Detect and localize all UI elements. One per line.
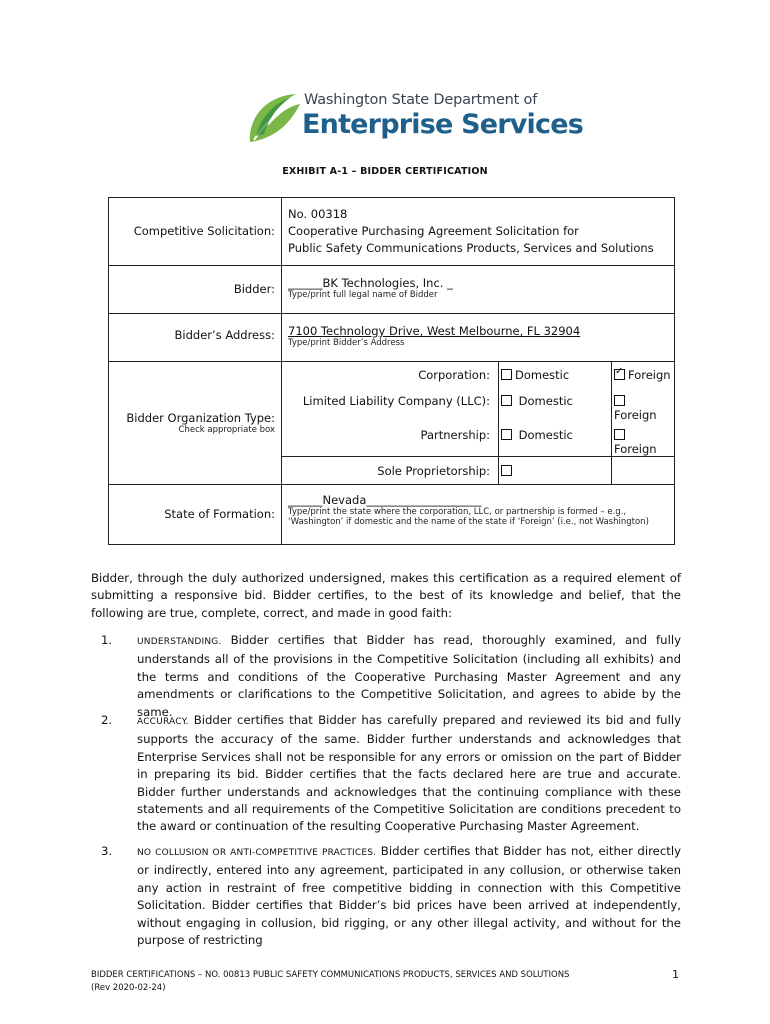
corporation-domestic-checkbox[interactable] bbox=[501, 369, 512, 380]
partnership-domestic-checkbox[interactable] bbox=[501, 429, 512, 440]
state-hint-line2: ‘Washington’ if domestic and the name of the state if ‘Foreign’ (i.e., not Washington) bbox=[288, 516, 649, 527]
exhibit-title: EXHIBIT A-1 – BIDDER CERTIFICATION bbox=[282, 166, 488, 177]
sole-proprietorship-option[interactable] bbox=[499, 456, 612, 484]
corporation-label: Corporation: bbox=[282, 362, 499, 388]
state-of-formation-field[interactable]: ______Nevada____________________ bbox=[288, 492, 482, 507]
llc-domestic-option[interactable] bbox=[499, 388, 612, 422]
footer-revision: (Rev 2020-02-24) bbox=[91, 983, 166, 993]
item-title: ACCURACY. bbox=[137, 717, 189, 727]
item-number: 3. bbox=[101, 844, 113, 858]
domestic-label: Domestic bbox=[518, 427, 573, 442]
solicitation-number: No. 00318 bbox=[288, 207, 348, 221]
item-title: UNDERSTANDING. bbox=[137, 637, 222, 647]
domestic-label: Domestic bbox=[515, 368, 570, 382]
bidder-hint: Type/print full legal name of Bidder bbox=[288, 290, 438, 300]
bidder-cell bbox=[282, 266, 675, 314]
domestic-label: Domestic bbox=[518, 393, 573, 408]
llc-foreign-option[interactable] bbox=[612, 388, 675, 422]
logo-line1: Washington State Department of bbox=[304, 92, 538, 108]
foreign-label: Foreign bbox=[614, 441, 657, 456]
empty-cell bbox=[612, 456, 675, 484]
address-cell bbox=[282, 314, 675, 362]
sole-proprietorship-label: Sole Proprietorship: bbox=[282, 456, 499, 484]
llc-domestic-checkbox[interactable] bbox=[501, 395, 512, 406]
page-number: 1 bbox=[672, 968, 679, 981]
corporation-foreign-checkbox[interactable] bbox=[614, 369, 625, 380]
org-type-label-cell bbox=[109, 362, 282, 485]
partnership-foreign-checkbox[interactable] bbox=[614, 429, 625, 440]
org-type-hint: Check appropriate box bbox=[178, 424, 275, 435]
leaf-logo-icon bbox=[246, 90, 306, 148]
item-number: 1. bbox=[101, 633, 113, 647]
address-hint: Type/print Bidder’s Address bbox=[288, 338, 405, 348]
item-title: NO COLLUSION OR ANTI-COMPETITIVE PRACTICES. bbox=[137, 848, 377, 858]
page-footer bbox=[91, 970, 681, 993]
foreign-label: Foreign bbox=[628, 368, 671, 382]
corporation-foreign-option[interactable] bbox=[612, 362, 675, 388]
item-number: 2. bbox=[101, 713, 113, 727]
solicitation-line2: Cooperative Purchasing Agreement Solicitation for bbox=[288, 224, 579, 238]
partnership-foreign-option[interactable] bbox=[612, 422, 675, 457]
solicitation-label: Competitive Solicitation: bbox=[109, 198, 282, 266]
item-text: Bidder certifies that Bidder has carefully prepared and reviewed its bid and fully supports the accuracy of the same. Bidder further understands and acknowledges that Enterprise Services shall not be responsible for any errors or omission on the part of Bidder in preparing its bid. Bidder certifies that the facts declared here are true and accurate. Bidder further understands and acknowledges that the continuing compliance with these statements and all requirements of the Competitive Solicitation are conditions precedent to the award or continuation of the resulting Cooperative Purchasing Master Agreement. bbox=[137, 713, 681, 834]
intro-paragraph: Bidder, through the duly authorized undersigned, makes this certification as a required element of submitting a responsive bid. Bidder certifies, to the best of its knowledge and belief, that the following are true, complete, correct, and made in good faith: bbox=[91, 571, 681, 620]
solicitation-cell bbox=[282, 198, 675, 266]
list-item-understanding bbox=[91, 632, 681, 721]
state-hint-line1: Type/print the state where the corporation, LLC, or partnership is formed – e.g., bbox=[288, 506, 627, 517]
llc-label: Limited Liability Company (LLC): bbox=[282, 388, 499, 422]
state-cell bbox=[282, 484, 675, 544]
llc-foreign-checkbox[interactable] bbox=[614, 395, 625, 406]
bidder-address-field[interactable]: 7100 Technology Drive, West Melbourne, FL 32904 bbox=[288, 324, 581, 338]
foreign-label: Foreign bbox=[614, 407, 657, 422]
solicitation-line3: Public Safety Communications Products, Services and Solutions bbox=[288, 241, 654, 255]
bidder-name-field[interactable]: ______BK Technologies, Inc. _ bbox=[288, 276, 453, 290]
state-label: State of Formation: bbox=[109, 484, 282, 544]
sole-proprietorship-checkbox[interactable] bbox=[501, 465, 512, 476]
address-label: Bidder’s Address: bbox=[109, 314, 282, 362]
certification-table bbox=[108, 197, 675, 545]
list-item-no-collusion bbox=[91, 843, 681, 949]
partnership-label: Partnership: bbox=[282, 422, 499, 457]
logo-line2: Enterprise Services bbox=[302, 109, 583, 140]
item-text: Bidder certifies that Bidder has read, thoroughly examined, and fully understands all of the provisions in the Competitive Solicitation (including all exhibits) and the terms and conditions of the Cooperative Purchasing Master Agreement and any amendments or clarifications to the Competitive Solicitation, and agrees to abide by the same. bbox=[137, 633, 681, 719]
footer-text: BIDDER CERTIFICATIONS – NO. 00813 PUBLIC SAFETY COMMUNICATIONS PRODUCTS, SERVICES AND SOLUTIONS bbox=[91, 970, 570, 980]
bidder-label: Bidder: bbox=[109, 266, 282, 314]
corporation-domestic-option[interactable] bbox=[499, 362, 612, 388]
des-logo bbox=[246, 90, 583, 148]
item-text: Bidder certifies that Bidder has not, either directly or indirectly, entered into any agreement, participated in any collusion, or otherwise taken any action in restraint of free competitive bidding in connection with this Competitive Solicitation. Bidder certifies that Bidder’s bid prices have been arrived at independently, without engaging in collusion, bid rigging, or any other illegal activity, and without for the purpose of restricting bbox=[137, 844, 681, 948]
list-item-accuracy bbox=[91, 712, 681, 836]
partnership-domestic-option[interactable] bbox=[499, 422, 612, 457]
org-type-label: Bidder Organization Type: bbox=[126, 410, 275, 425]
